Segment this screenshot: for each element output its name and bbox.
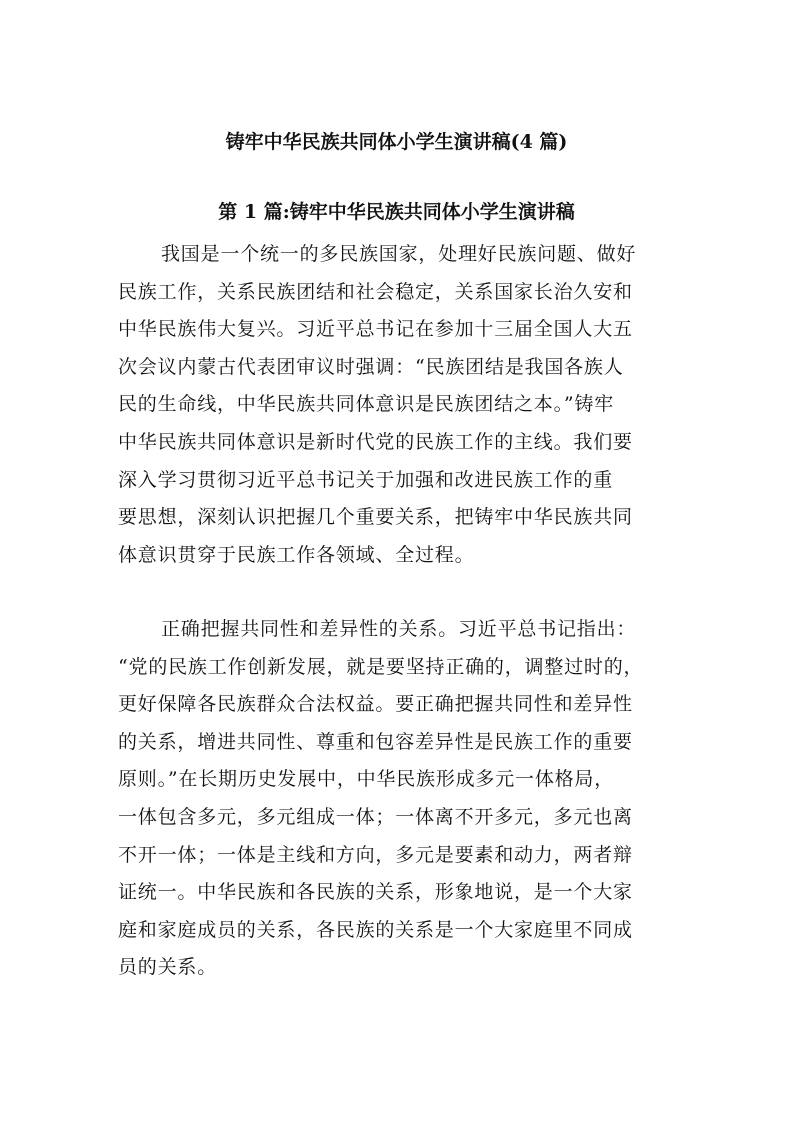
paragraph-2 xyxy=(118,611,680,987)
paragraph-line: 体意识贯穿于民族工作各领域、全过程。 xyxy=(118,543,475,566)
paragraph-line: 中华民族伟大复兴。习近平总书记在参加十三届全国人大五 xyxy=(118,318,633,341)
paragraph-line: 庭和家庭成员的关系，各民族的关系是一个大家庭里不同成 xyxy=(118,918,633,941)
paragraph-line: 我国是一个统一的多民族国家，处理好民族问题、做好 xyxy=(161,243,637,265)
section-title: 第 1 篇:铸牢中华民族共同体小学生演讲稿 xyxy=(218,201,575,223)
paragraph-line: 深入学习贯彻习近平总书记关于加强和改进民族工作的重 xyxy=(118,468,614,491)
paragraph-line: “党的民族工作创新发展，就是要坚持正确的，调整过时的， xyxy=(118,655,644,678)
paragraph-1 xyxy=(118,236,680,574)
paragraph-line: 中华民族共同体意识是新时代党的民族工作的主线。我们要 xyxy=(118,430,633,453)
paragraph-line: 更好保障各民族群众合法权益。要正确把握共同性和差异性 xyxy=(118,693,633,716)
paragraph-line: 员的关系。 xyxy=(118,956,218,979)
paragraph-line: 的关系，增进共同性、尊重和包容差异性是民族工作的重要 xyxy=(118,730,633,753)
paragraph-line: 正确把握共同性和差异性的关系。习近平总书记指出： xyxy=(161,618,637,640)
paragraph-line: 原则。”在长期历史发展中，中华民族形成多元一体格局， xyxy=(118,768,615,791)
paragraph-line: 要思想，深刻认识把握几个重要关系，把铸牢中华民族共同 xyxy=(118,506,633,529)
paragraph-line: 民族工作，关系民族团结和社会稳定，关系国家长治久安和 xyxy=(118,280,633,303)
document-title: 铸牢中华民族共同体小学生演讲稿(4 篇) xyxy=(225,131,568,153)
paragraph-line: 民的生命线，中华民族共同体意识是民族团结之本。”铸牢 xyxy=(118,393,615,416)
paragraph-line: 次会议内蒙古代表团审议时强调：“民族团结是我国各族人 xyxy=(118,355,624,378)
paragraph-line: 一体包含多元，多元组成一体；一体离不开多元，多元也离 xyxy=(118,805,633,828)
paragraph-line: 不开一体；一体是主线和方向，多元是要素和动力，两者辩 xyxy=(118,843,633,866)
paragraph-line: 证统一。中华民族和各民族的关系，形象地说，是一个大家 xyxy=(118,881,633,904)
